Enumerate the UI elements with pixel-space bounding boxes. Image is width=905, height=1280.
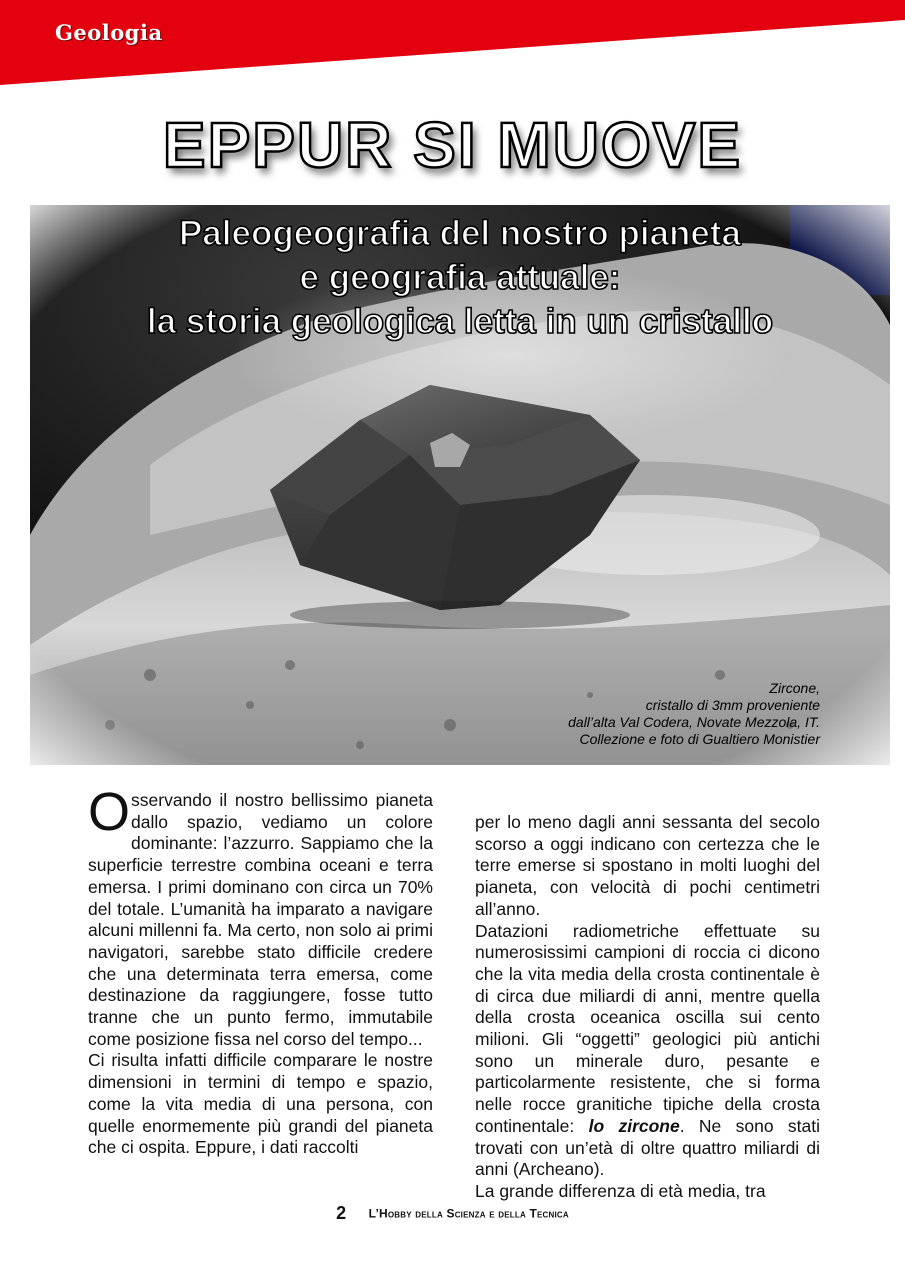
- body-paragraph: Ci risulta infatti difficile comparare le nostre dimensioni in termini di tempo e spazio, come la vita media di una persona, con quelle enormemente più grandi del pianeta che ci ospita. Eppure, i dati raccolti: [88, 1050, 433, 1158]
- magazine-name: L’Hobby della Scienza e della Tecnica: [368, 1206, 569, 1221]
- body-text: Datazioni radiometriche effettuate su numerosissimi campioni di roccia ci dicono che la vita media della crosta continentale è di circa due miliardi di anni, mentre quella della crosta oceanica oscilla sui cento milioni. Gli “oggetti” geologici più antichi sono un minerale duro, pesante e particolarmente resistente, che si forma nelle rocce granitiche tipiche della crosta continentale:: [475, 920, 820, 1136]
- page-footer: [0, 1203, 905, 1224]
- body-paragraph: [88, 782, 433, 1050]
- body-paragraph: per lo meno dagli anni sessanta del secolo scorso a oggi indicano con certezza che le terre emerse si spostano in molti luoghi del pianeta, con velocità di pochi centimetri all’anno.: [475, 812, 820, 919]
- photo-caption: [568, 680, 820, 748]
- subtitle-line: Paleogeografia del nostro pianeta: [178, 214, 742, 253]
- header-band: [0, 0, 905, 90]
- header-band-shape: [0, 0, 905, 90]
- body-paragraph: [475, 921, 820, 1181]
- section-label: Geologia: [55, 20, 163, 45]
- subtitle-line: la storia geologica letta in un cristallo: [146, 302, 774, 341]
- page-number: 2: [336, 1203, 347, 1223]
- article-subtitle: [30, 212, 890, 344]
- body-column-right: [475, 812, 820, 1203]
- caption-line: Zircone,: [769, 680, 820, 696]
- subtitle-line: e geografia attuale:: [299, 258, 621, 297]
- caption-line: Collezione e foto di Gualtiero Monistier: [579, 731, 820, 747]
- emphasis-text: lo zircone: [588, 1115, 680, 1136]
- body-column-left: [88, 782, 433, 1159]
- caption-line: dall’alta Val Codera, Novate Mezzola, IT.: [568, 714, 820, 730]
- article-title: EPPUR SI MUOVE: [162, 109, 743, 181]
- body-text: . Ne sono stati trovati con un’età di oltre quattro miliardi di anni (Archeano).: [475, 1115, 820, 1180]
- drop-cap: O: [88, 782, 131, 842]
- caption-line: cristallo di 3mm proveniente: [645, 697, 820, 713]
- body-text: sservando il nostro bellissimo pianeta dallo spazio, vediamo un colore dominante: l’azzurro. Sappiamo che la superficie terrestre combina oceani e terra emersa. I primi dominano con circa un 70% del totale. L’umanità ha imparato a navigare alcuni millenni fa. Ma certo, non solo ai primi navigatori, sarebbe stato difficile credere che una determinata terra emersa, come destinazione da raggiungere, fosse tutto tranne che un punto fermo, immutabile come posizione fissa nel corso del tempo...: [88, 790, 433, 1049]
- body-paragraph: La grande differenza di età media, tra: [475, 1180, 766, 1201]
